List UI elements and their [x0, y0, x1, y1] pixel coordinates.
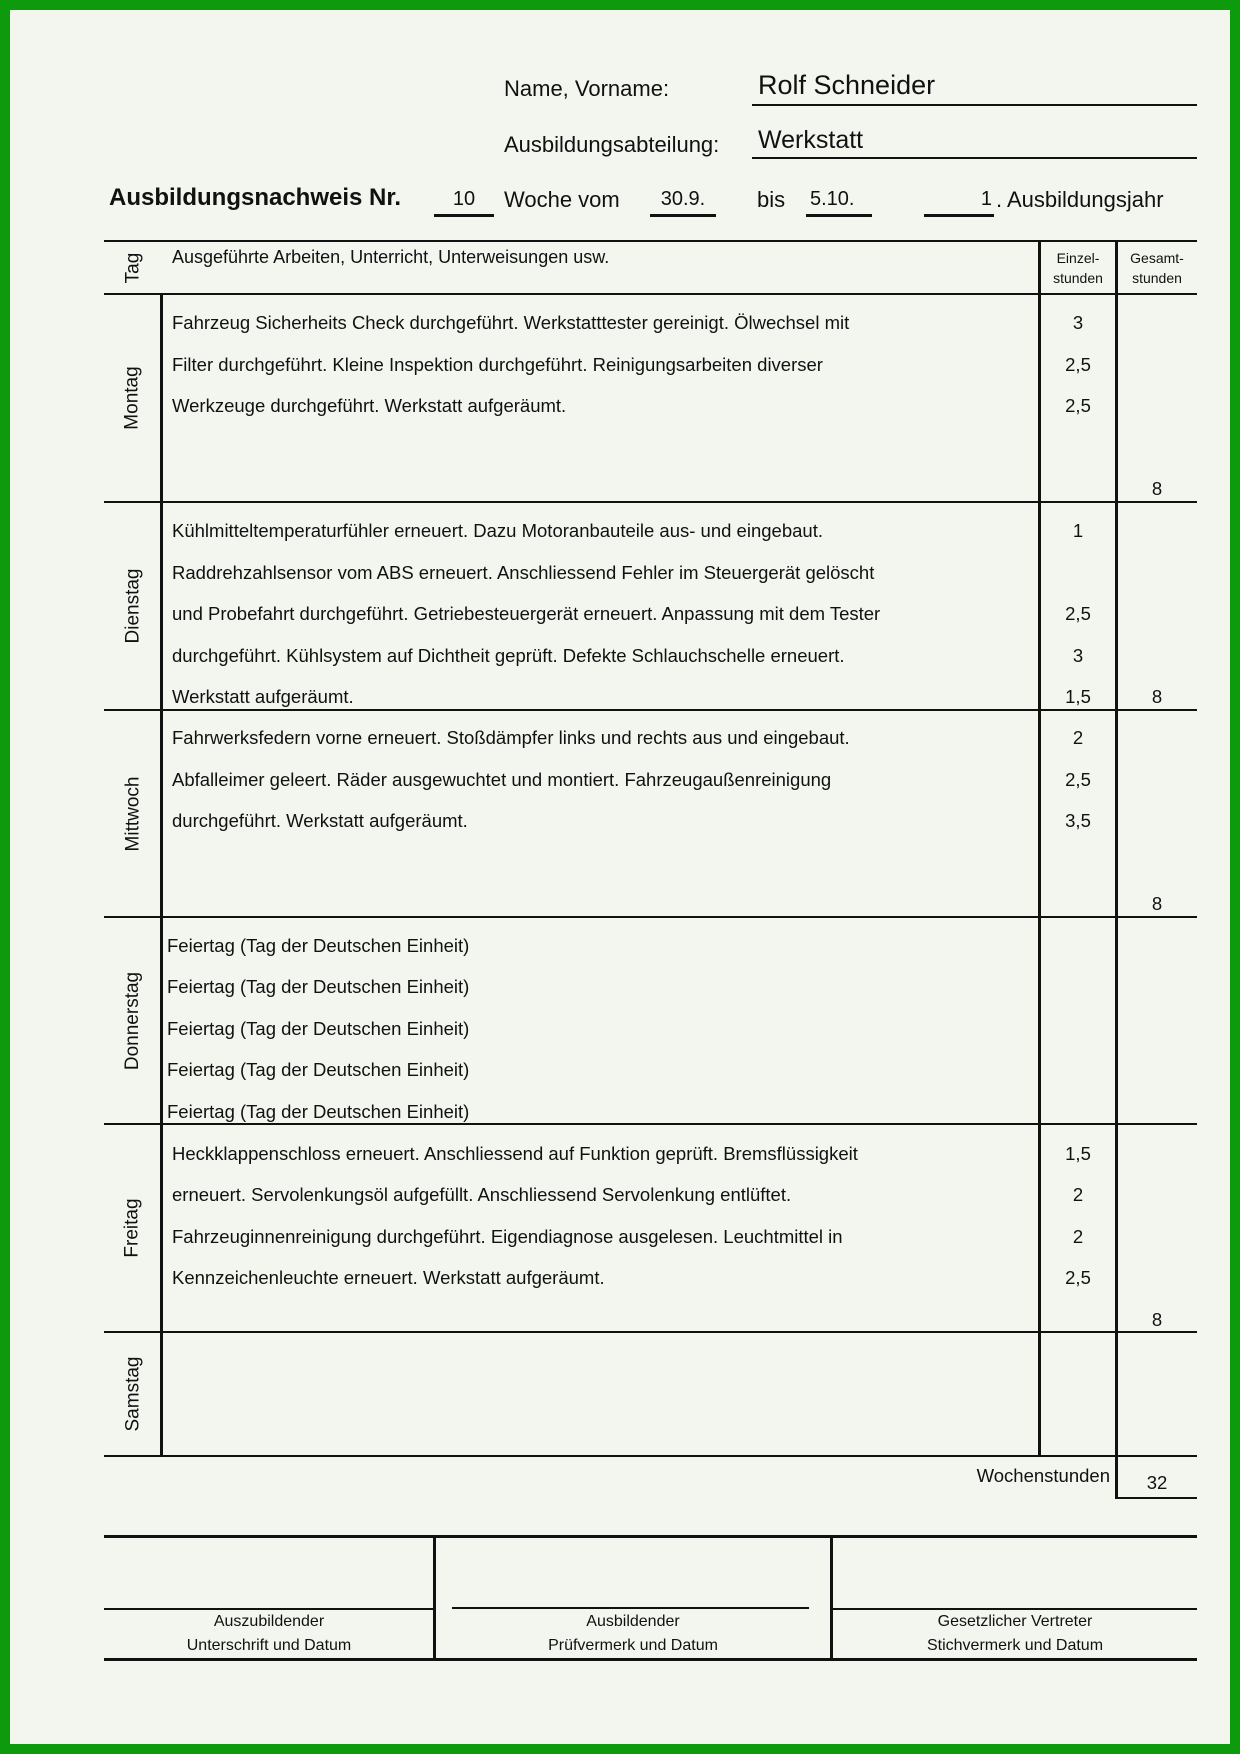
entry-hours[interactable]: 1,5	[1065, 686, 1091, 707]
week-to-label: bis	[757, 187, 786, 212]
header-day-text: Tag	[121, 252, 143, 284]
table-bottom-border	[104, 1455, 1197, 1457]
entry-line[interactable]: Fahrzeug Sicherheits Check durchgeführt. Werkstatttester gereinigt. Ölwechsel mit	[172, 312, 850, 333]
day-total[interactable]: 8	[1151, 1309, 1163, 1330]
entry-hours[interactable]: 2	[1072, 1226, 1084, 1247]
entry-line[interactable]: Heckklappenschloss erneuert. Anschliessend auf Funktion geprüft. Bremsflüssigkeit	[172, 1143, 858, 1164]
day-name: Montag	[122, 366, 143, 430]
day-total[interactable]: 8	[1151, 686, 1163, 707]
department-label: Ausbildungsabteilung:	[504, 132, 720, 157]
entry-line[interactable]: Feiertag (Tag der Deutschen Einheit)	[167, 1101, 470, 1122]
entry-line[interactable]: Abfalleimer geleert. Räder ausgewuchtet und montiert. Fahrzeugaußenreinigung	[172, 769, 832, 790]
entry-hours[interactable]: 3,5	[1065, 810, 1091, 831]
day-name: Dienstag	[122, 568, 143, 644]
day-total[interactable]: 8	[1151, 893, 1163, 914]
header-hours	[1041, 248, 1115, 288]
row-border-5	[104, 1331, 1197, 1333]
guardian-caption-line2: Stichvermerk und Datum	[926, 1637, 1104, 1654]
header-row-border	[104, 293, 1197, 295]
entry-hours[interactable]: 2,5	[1065, 769, 1091, 790]
entry-line[interactable]: Werkzeuge durchgeführt. Werkstatt aufgeräumt.	[172, 395, 567, 416]
day-label-montag	[104, 295, 162, 501]
entry-hours[interactable]: 2,5	[1065, 603, 1091, 624]
row-border-3	[104, 916, 1197, 918]
table-top-border	[104, 240, 1197, 242]
entry-hours[interactable]: 2,5	[1065, 1267, 1091, 1288]
header-total-line1: Gesamt-	[1130, 250, 1184, 266]
day-label-mittwoch	[104, 711, 162, 916]
report-number[interactable]: 10	[452, 188, 476, 210]
entry-line[interactable]: durchgeführt. Werkstatt aufgeräumt.	[172, 810, 468, 831]
week-to-underline	[806, 214, 872, 217]
trainee-signature-caption	[104, 1610, 434, 1658]
entry-line[interactable]: erneuert. Servolenkungsöl aufgefüllt. Anschliessend Servolenkung entlüftet.	[172, 1184, 792, 1205]
day-label-freitag	[104, 1125, 162, 1331]
row-border-2	[104, 709, 1197, 711]
day-name: Donnerstag	[122, 971, 144, 1070]
trainer-caption-line2: Prüfvermerk und Datum	[548, 1637, 718, 1654]
department-underline	[752, 157, 1197, 159]
name-underline	[752, 104, 1197, 106]
department-value[interactable]: Werkstatt	[758, 126, 864, 154]
entry-line[interactable]: Feiertag (Tag der Deutschen Einheit)	[167, 935, 470, 956]
entry-line[interactable]: Filter durchgeführt. Kleine Inspektion durchgeführt. Reinigungsarbeiten diverser	[172, 354, 823, 375]
header-work: Ausgeführte Arbeiten, Unterricht, Unterweisungen usw.	[172, 247, 610, 267]
report-number-underline	[434, 214, 494, 217]
day-label-donnerstag	[104, 918, 162, 1123]
report-title: Ausbildungsnachweis Nr.	[109, 184, 402, 211]
entry-hours[interactable]: 2,5	[1065, 354, 1091, 375]
entry-hours[interactable]: 2	[1072, 1184, 1084, 1205]
header-hours-line1: Einzel-	[1056, 250, 1100, 266]
entry-hours[interactable]: 3	[1072, 312, 1084, 333]
trainer-signature-caption	[436, 1610, 830, 1658]
day-name: Samstag	[122, 1356, 144, 1432]
name-value[interactable]: Rolf Schneider	[758, 70, 936, 100]
training-year-label: . Ausbildungsjahr	[996, 187, 1164, 212]
trainee-caption-line1: Auszubildender	[213, 1613, 325, 1630]
week-from-value[interactable]: 30.9.	[660, 188, 706, 210]
entry-hours[interactable]: 3	[1072, 645, 1084, 666]
entry-line[interactable]: Feiertag (Tag der Deutschen Einheit)	[167, 1018, 470, 1039]
entry-line[interactable]: Feiertag (Tag der Deutschen Einheit)	[167, 976, 470, 997]
entry-line[interactable]: Kennzeichenleuchte erneuert. Werkstatt aufgeräumt.	[172, 1267, 605, 1288]
guardian-signature-caption	[833, 1610, 1197, 1658]
header-day	[104, 242, 162, 294]
name-label: Name, Vorname:	[504, 76, 670, 101]
signature-bottom-border	[104, 1658, 1197, 1661]
row-border-4	[104, 1123, 1197, 1125]
entry-line[interactable]: und Probefahrt durchgeführt. Getriebesteuergerät erneuert. Anpassung mit dem Tester	[172, 603, 881, 624]
entry-line[interactable]: Raddrehzahlsensor vom ABS erneuert. Anschliessend Fehler im Steuergerät gelöscht	[172, 562, 875, 583]
trainee-caption-line2: Unterschrift und Datum	[186, 1637, 352, 1654]
training-year-value[interactable]: 1	[980, 188, 992, 210]
signature-top-border	[104, 1535, 1197, 1538]
guardian-caption-line1: Gesetzlicher Vertreter	[937, 1613, 1093, 1630]
training-year-underline	[924, 214, 994, 217]
row-border-1	[104, 501, 1197, 503]
entry-line[interactable]: Werkstatt aufgeräumt.	[172, 686, 354, 707]
entry-hours[interactable]: 1,5	[1065, 1143, 1091, 1164]
header-total	[1118, 248, 1196, 288]
entry-hours[interactable]: 1	[1072, 520, 1084, 541]
weekly-hours-value[interactable]: 32	[1146, 1472, 1168, 1493]
week-from-label: Woche vom	[504, 187, 620, 212]
day-label-samstag	[104, 1333, 162, 1455]
day-name: Freitag	[122, 1198, 144, 1258]
entry-line[interactable]: Fahrwerksfedern vorne erneuert. Stoßdämpfer links und rechts aus und eingebaut.	[172, 727, 850, 748]
day-name: Mittwoch	[122, 776, 143, 851]
entry-line[interactable]: durchgeführt. Kühlsystem auf Dichtheit geprüft. Defekte Schlauchschelle erneuert.	[172, 645, 845, 666]
trainer-signature-line[interactable]	[452, 1607, 809, 1609]
day-total[interactable]: 8	[1151, 478, 1163, 499]
entry-hours[interactable]: 2	[1072, 727, 1084, 748]
entry-line[interactable]: Kühlmitteltemperaturfühler erneuert. Dazu Motoranbauteile aus- und eingebaut.	[172, 520, 823, 541]
entry-hours[interactable]: 2,5	[1065, 395, 1091, 416]
day-label-dienstag	[104, 503, 162, 709]
week-from-underline	[650, 214, 716, 217]
header-hours-line2: stunden	[1053, 270, 1103, 286]
trainer-caption-line1: Ausbildender	[586, 1613, 680, 1630]
entry-line[interactable]: Fahrzeuginnenreinigung durchgeführt. Eigendiagnose ausgelesen. Leuchtmittel in	[172, 1226, 843, 1247]
week-to-value[interactable]: 5.10.	[810, 188, 855, 210]
header-total-line2: stunden	[1132, 270, 1182, 286]
weekly-hours-underline	[1115, 1497, 1197, 1499]
entry-line[interactable]: Feiertag (Tag der Deutschen Einheit)	[167, 1059, 470, 1080]
weekly-hours-label: Wochenstunden	[976, 1465, 1110, 1486]
